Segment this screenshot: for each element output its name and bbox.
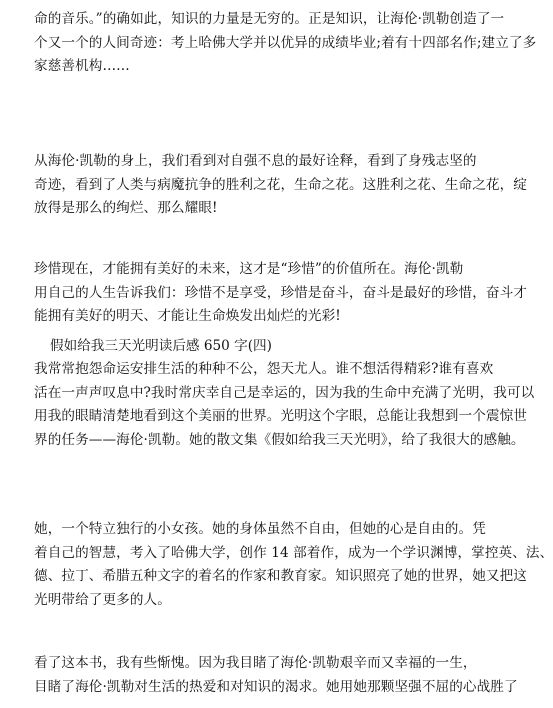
text-line: 我常常抱怨命运安排生活的种种不公，怨天尤人。谁不想活得精彩?谁有喜欢 bbox=[34, 361, 494, 377]
text-line: 奇迹，看到了人类与病魔抗争的胜利之花，生命之花。这胜利之花、生命之花，绽 bbox=[34, 176, 527, 193]
paragraph-4 bbox=[34, 358, 535, 452]
text-line: 用自己的人生告诉我们：珍惜不是享受，珍惜是奋斗，奋斗是最好的珍惜，奋斗才 bbox=[34, 284, 527, 301]
text-line: 从海伦·凯勒的身上，我们看到对自强不息的最好诠释，看到了身残志坚的 bbox=[34, 153, 477, 169]
text-line: 看了这本书，我有些惭愧。因为我目睹了海伦·凯勒艰辛而又幸福的一生， bbox=[34, 655, 477, 671]
text-line: 命的音乐。”的确如此，知识的力量是无穷的。正是知识，让海伦·凯勒创造了一 bbox=[34, 11, 505, 27]
paragraph-3 bbox=[34, 258, 527, 329]
text-line: 她，一个特立独行的小女孩。她的身体虽然不自由，但她的心是自由的。凭 bbox=[34, 521, 486, 537]
text-line: 目睹了海伦·凯勒对生活的热爱和对知识的渴求。她用她那颗坚强不屈的心战胜了 bbox=[34, 678, 518, 695]
paragraph-2 bbox=[34, 150, 527, 221]
text-line: 光明带给了更多的人。 bbox=[34, 591, 171, 608]
text-line: 德、拉丁、希腊五种文字的着名的作家和教育家。知识照亮了她的世界，她又把这 bbox=[34, 568, 527, 584]
paragraph-5 bbox=[34, 518, 553, 612]
text-line: 家慈善机构…… bbox=[34, 58, 130, 74]
text-line: 界的任务——海伦·凯勒。她的散文集《假如给我三天光明》，给了我很大的感触。 bbox=[34, 431, 525, 448]
text-line: 能拥有美好的明天、才能让生命焕发出灿烂的光彩! bbox=[34, 308, 341, 324]
paragraph-6 bbox=[34, 652, 518, 699]
paragraph-1 bbox=[34, 8, 537, 79]
text-line: 珍惜现在，才能拥有美好的未来，这才是“珍惜”的价值所在。海伦·凯勒 bbox=[34, 261, 464, 277]
text-line: 放得是那么的绚烂、那么耀眼! bbox=[34, 200, 218, 216]
text-line: 个又一个的人间奇迹：考上哈佛大学并以优异的成绩毕业;着有十四部名作;建立了多 bbox=[34, 34, 537, 51]
text-line: 活在一声声叹息中?我时常庆幸自己是幸运的，因为我的生命中充满了光明，我可以 bbox=[34, 384, 535, 401]
section-heading: 假如给我三天光明读后感 650 字(四) bbox=[50, 338, 272, 354]
text-line: 用我的眼睛清楚地看到这个美丽的世界。光明这个字眼，总能让我想到一个震惊世 bbox=[34, 408, 527, 424]
text-line: 着自己的智慧，考入了哈佛大学，创作 14 部着作，成为一个学识渊博，掌控英、法、 bbox=[34, 544, 553, 561]
